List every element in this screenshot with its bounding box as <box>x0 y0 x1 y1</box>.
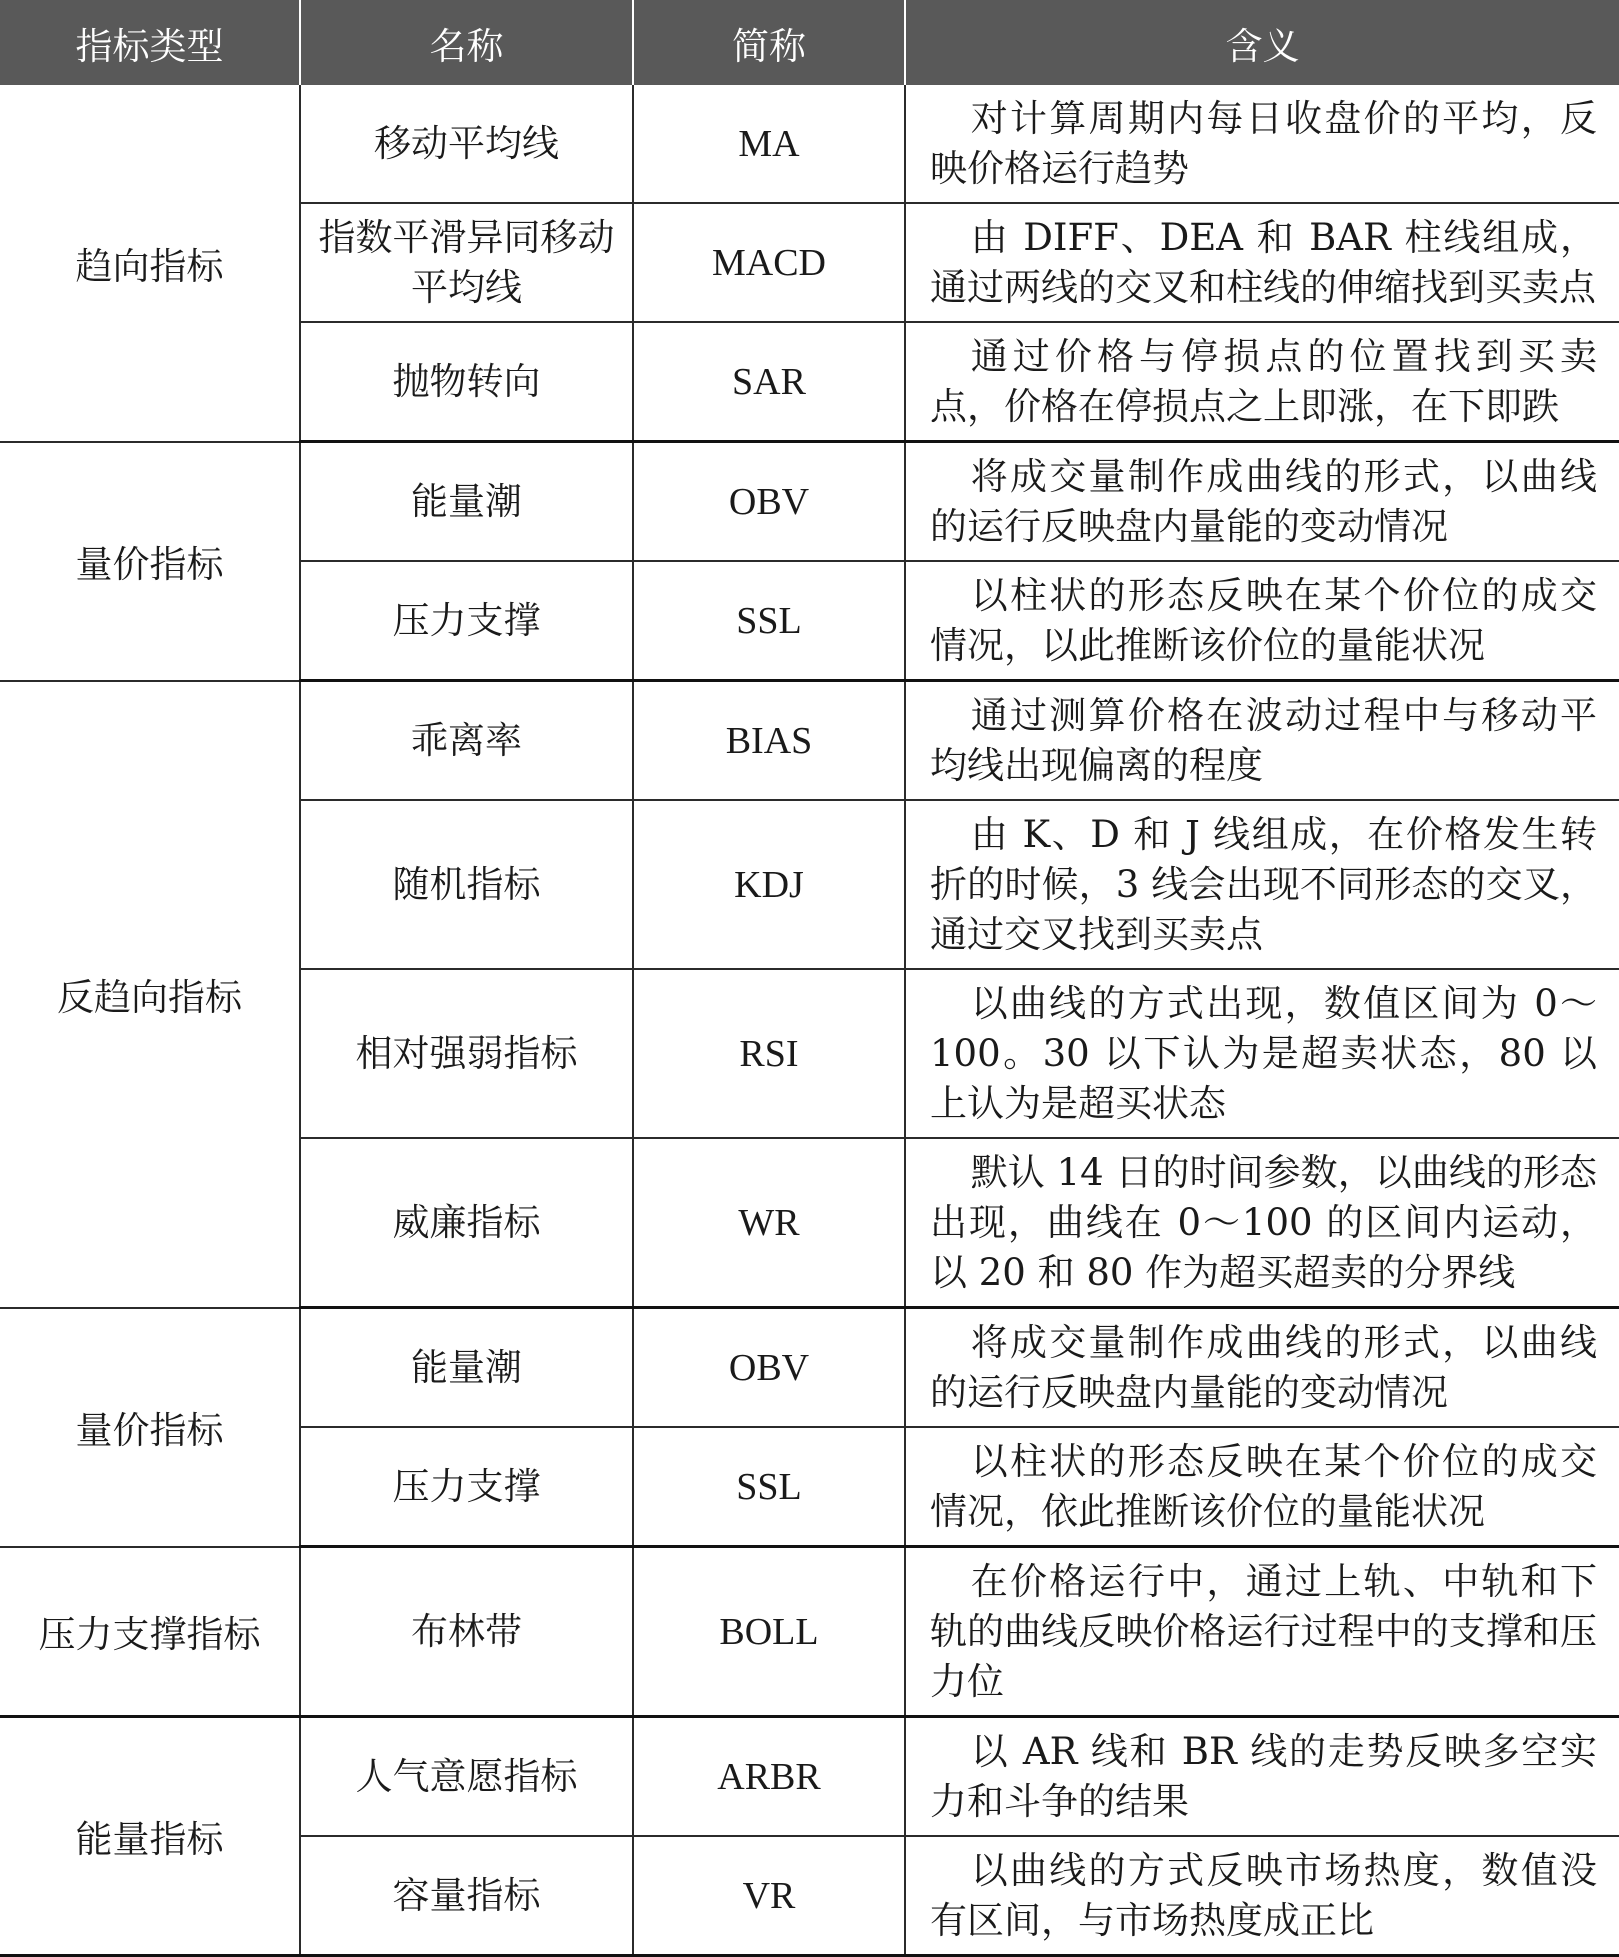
indicator-name: 随机指标 <box>300 800 633 969</box>
indicator-abbr: SAR <box>633 322 905 442</box>
indicator-abbr: KDJ <box>633 800 905 969</box>
indicator-name: 压力支撑 <box>300 1427 633 1547</box>
header-row <box>0 0 1619 85</box>
indicator-name: 能量潮 <box>300 442 633 562</box>
table-row <box>0 1717 1619 1837</box>
table-row <box>0 85 1619 203</box>
indicator-abbr: MACD <box>633 203 905 322</box>
indicator-abbr: OBV <box>633 1308 905 1428</box>
category-cell: 压力支撑指标 <box>0 1547 300 1717</box>
indicator-meaning: 对计算周期内每日收盘价的平均，反映价格运行趋势 <box>905 85 1619 203</box>
category-cell: 趋向指标 <box>0 85 300 442</box>
indicator-name: 相对强弱指标 <box>300 969 633 1138</box>
indicator-name: 乖离率 <box>300 681 633 801</box>
indicator-meaning: 将成交量制作成曲线的形式，以曲线的运行反映盘内量能的变动情况 <box>905 1308 1619 1428</box>
indicator-meaning: 以曲线的方式出现，数值区间为 0～100。30 以下认为是超卖状态，80 以上认为是超买状态 <box>905 969 1619 1138</box>
indicator-abbr: BOLL <box>633 1547 905 1717</box>
indicator-meaning: 以曲线的方式反映市场热度，数值没有区间，与市场热度成正比 <box>905 1836 1619 1956</box>
indicator-name: 抛物转向 <box>300 322 633 442</box>
indicator-name: 能量潮 <box>300 1308 633 1428</box>
indicator-meaning: 通过价格与停损点的位置找到买卖点，价格在停损点之上即涨，在下即跌 <box>905 322 1619 442</box>
indicator-abbr: SSL <box>633 1427 905 1547</box>
category-cell: 量价指标 <box>0 1308 300 1547</box>
indicator-name: 移动平均线 <box>300 85 633 203</box>
indicator-abbr: BIAS <box>633 681 905 801</box>
indicator-meaning: 将成交量制作成曲线的形式，以曲线的运行反映盘内量能的变动情况 <box>905 442 1619 562</box>
header-meaning: 含义 <box>905 0 1619 85</box>
indicator-meaning: 通过测算价格在波动过程中与移动平均线出现偏离的程度 <box>905 681 1619 801</box>
indicator-meaning: 由 DIFF、DEA 和 BAR 柱线组成，通过两线的交叉和柱线的伸缩找到买卖点 <box>905 203 1619 322</box>
indicator-meaning: 在价格运行中，通过上轨、中轨和下轨的曲线反映价格运行过程中的支撑和压力位 <box>905 1547 1619 1717</box>
indicator-meaning: 以 AR 线和 BR 线的走势反映多空实力和斗争的结果 <box>905 1717 1619 1837</box>
indicator-abbr: ARBR <box>633 1717 905 1837</box>
indicator-abbr: VR <box>633 1836 905 1956</box>
indicator-abbr: SSL <box>633 561 905 681</box>
indicator-name: 压力支撑 <box>300 561 633 681</box>
header-abbr: 简称 <box>633 0 905 85</box>
indicator-name: 布林带 <box>300 1547 633 1717</box>
indicator-meaning: 由 K、D 和 J 线组成，在价格发生转折的时候，3 线会出现不同形态的交叉，通过交叉找到买卖点 <box>905 800 1619 969</box>
indicator-meaning: 以柱状的形态反映在某个价位的成交情况，依此推断该价位的量能状况 <box>905 1427 1619 1547</box>
indicator-meaning: 以柱状的形态反映在某个价位的成交情况，以此推断该价位的量能状况 <box>905 561 1619 681</box>
indicator-name: 威廉指标 <box>300 1138 633 1308</box>
indicator-name: 容量指标 <box>300 1836 633 1956</box>
indicator-meaning: 默认 14 日的时间参数，以曲线的形态出现，曲线在 0～100 的区间内运动，以 20 和 80 作为超买超卖的分界线 <box>905 1138 1619 1308</box>
table-row <box>0 1308 1619 1428</box>
table-row <box>0 1547 1619 1717</box>
header-name: 名称 <box>300 0 633 85</box>
table-row <box>0 681 1619 801</box>
indicator-name: 指数平滑异同移动平均线 <box>300 203 633 322</box>
indicator-abbr: WR <box>633 1138 905 1308</box>
category-cell: 反趋向指标 <box>0 681 300 1308</box>
indicator-name: 人气意愿指标 <box>300 1717 633 1837</box>
header-type: 指标类型 <box>0 0 300 85</box>
category-cell: 量价指标 <box>0 442 300 681</box>
table-row <box>0 442 1619 562</box>
category-cell: 能量指标 <box>0 1717 300 1956</box>
indicator-abbr: RSI <box>633 969 905 1138</box>
indicator-abbr: MA <box>633 85 905 203</box>
indicator-abbr: OBV <box>633 442 905 562</box>
